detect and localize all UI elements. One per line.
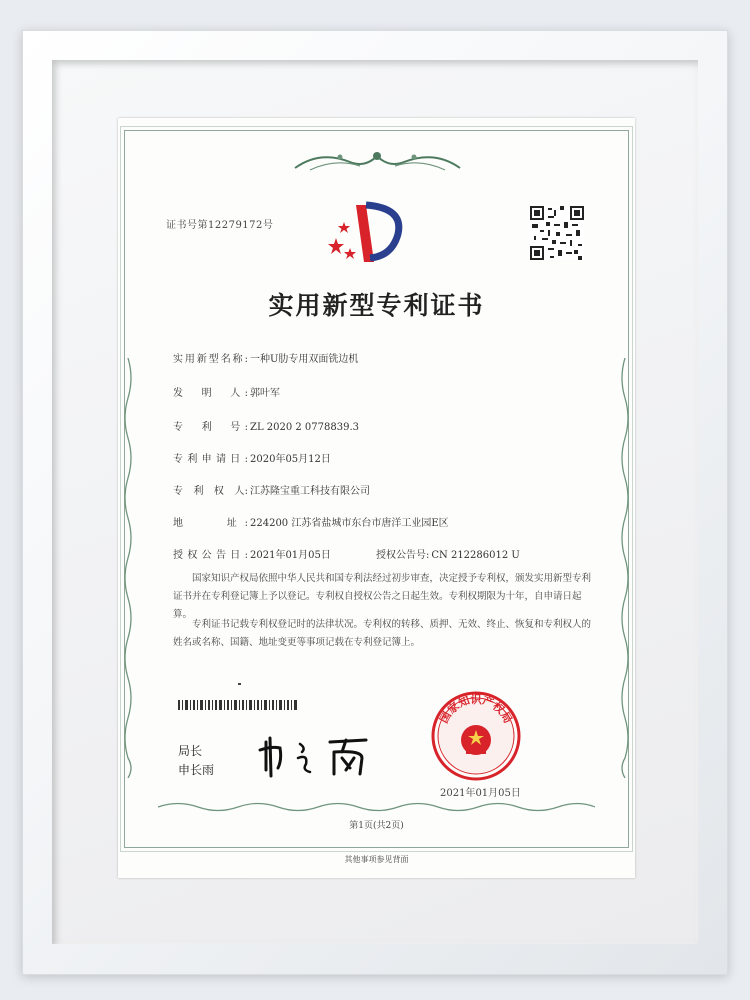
field-value: 郭叶军 — [250, 388, 280, 399]
field-address — [173, 514, 449, 529]
field-label: 专 利 号: — [173, 422, 248, 433]
field-patentee — [173, 482, 370, 497]
field-label: 实用新型名称: — [173, 354, 248, 365]
field-announcement-number — [376, 546, 520, 561]
cnipa-logo-icon — [326, 200, 406, 270]
field-patent-number — [173, 418, 359, 433]
notice-paragraph-1: 国家知识产权局依照中华人民共和国专利法经过初步审查，决定授予专利权，颁发实用新型专利证书并在专利登记簿上予以登记。专利权自授权公告之日起生效。专利权期限为十年，自申请日起算。 — [173, 573, 592, 620]
field-value: 2021年01月05日 — [250, 550, 331, 561]
footer-note: 其他事项参见背面 — [344, 855, 409, 864]
field-value: 一种U肋专用双面铣边机 — [250, 354, 359, 365]
barcode-icon — [178, 700, 298, 710]
left-vine-ornament-icon — [120, 358, 136, 778]
field-value: 江苏隆宝重工科技有限公司 — [250, 486, 370, 497]
top-ornament-icon — [290, 148, 465, 174]
field-label: 授权公告号: — [376, 550, 430, 561]
dot-mark — [238, 683, 241, 685]
bottom-ornament-icon — [158, 800, 595, 814]
signatory-name: 申长雨 — [178, 763, 215, 777]
seal-text: 国家知识产权局 — [437, 693, 515, 726]
page-indicator: 第1页(共2页) — [349, 821, 404, 831]
seal-date: 2021年01月05日 — [440, 788, 521, 799]
field-label: 授权公告日: — [173, 550, 248, 561]
field-announcement-date — [173, 546, 331, 561]
field-utility-model-name — [173, 350, 358, 365]
field-value: 224200 江苏省盐城市东台市唐洋工业园E区 — [250, 518, 449, 529]
right-vine-ornament-icon — [617, 358, 633, 778]
field-inventor — [173, 384, 280, 399]
official-seal-icon — [430, 690, 522, 782]
field-label: 发 明 人: — [173, 388, 248, 399]
certificate-title: 实用新型专利证书 — [268, 291, 485, 320]
field-value: CN 212286012 U — [431, 550, 520, 561]
field-application-date — [173, 450, 331, 465]
handwritten-signature-icon — [258, 730, 378, 780]
certificate-paper — [118, 118, 635, 878]
signatory-block — [178, 742, 214, 780]
field-value: ZL 2020 2 0778839.3 — [250, 422, 360, 433]
qr-code-icon — [530, 206, 584, 260]
certificate-number: 证书号第12279172号 — [166, 220, 274, 231]
notice-paragraph-2: 专利证书记载专利权登记时的法律状况。专利权的转移、质押、无效、终止、恢复和专利权人的姓名或名称、国籍、地址变更等事项记载在专利登记簿上。 — [173, 619, 592, 648]
field-label: 专 利 权 人: — [173, 486, 248, 497]
signatory-title: 局长 — [178, 744, 203, 758]
field-label: 专利申请日: — [173, 454, 248, 465]
field-value: 2020年05月12日 — [250, 454, 331, 465]
field-label: 地 址: — [173, 518, 248, 529]
